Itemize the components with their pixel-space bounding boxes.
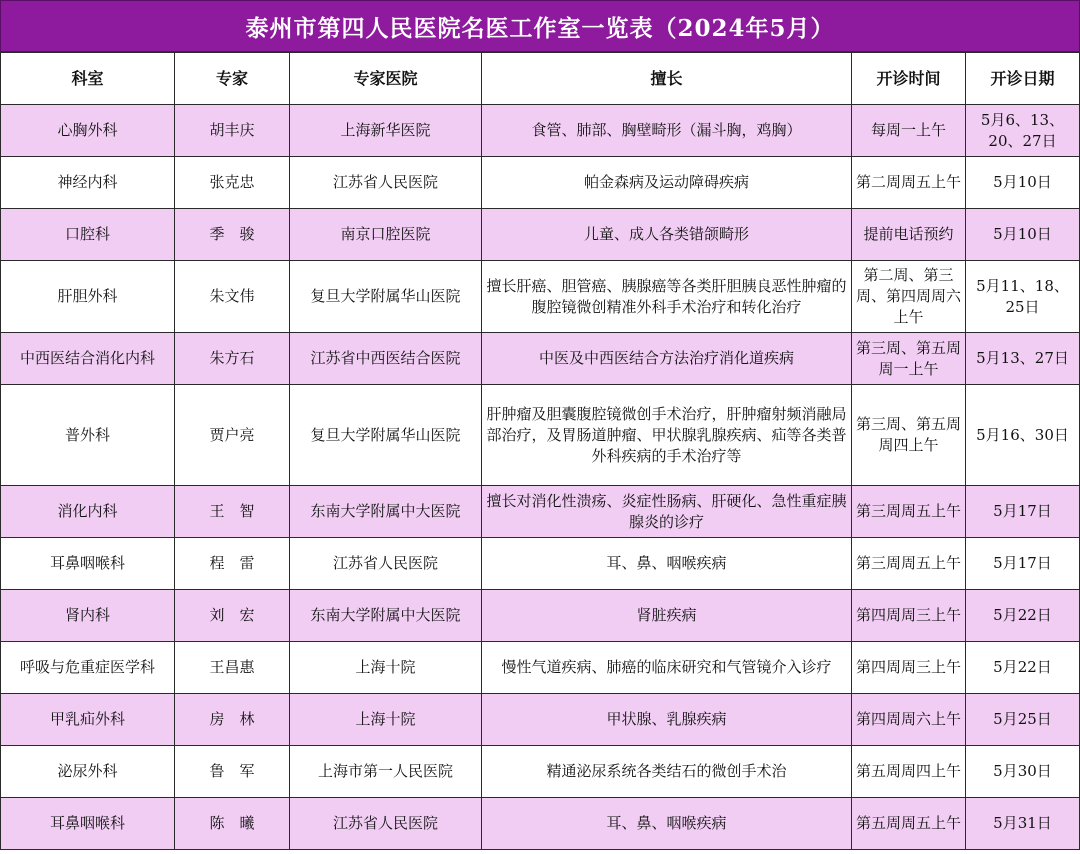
table-row — [1, 746, 1080, 798]
cell-date: 5月22日 — [966, 642, 1080, 694]
cell-date: 5月30日 — [966, 746, 1080, 798]
cell-dept: 普外科 — [1, 385, 175, 486]
cell-time: 第四周周六上午 — [852, 694, 966, 746]
table-row — [1, 261, 1080, 333]
cell-hospital: 江苏省中西医结合医院 — [290, 333, 482, 385]
cell-dept: 消化内科 — [1, 486, 175, 538]
cell-expert: 朱方石 — [175, 333, 290, 385]
header-time: 开诊时间 — [852, 53, 966, 105]
cell-time: 第五周周五上午 — [852, 798, 966, 850]
cell-expert: 贾户亮 — [175, 385, 290, 486]
doctor-table — [0, 52, 1080, 850]
cell-hospital: 江苏省人民医院 — [290, 538, 482, 590]
cell-date: 5月13、27日 — [966, 333, 1080, 385]
cell-expert: 胡丰庆 — [175, 105, 290, 157]
cell-specialty: 慢性气道疾病、肺癌的临床研究和气管镜介入诊疗 — [482, 642, 852, 694]
header-dept: 科室 — [1, 53, 175, 105]
table-row — [1, 105, 1080, 157]
cell-specialty: 甲状腺、乳腺疾病 — [482, 694, 852, 746]
cell-time: 第五周周四上午 — [852, 746, 966, 798]
cell-date: 5月6、13、20、27日 — [966, 105, 1080, 157]
cell-time: 提前电话预约 — [852, 209, 966, 261]
cell-hospital: 江苏省人民医院 — [290, 798, 482, 850]
table-row — [1, 538, 1080, 590]
cell-dept: 耳鼻咽喉科 — [1, 538, 175, 590]
cell-date: 5月31日 — [966, 798, 1080, 850]
cell-specialty: 擅长肝癌、胆管癌、胰腺癌等各类肝胆胰良恶性肿瘤的腹腔镜微创精准外科手术治疗和转化治疗 — [482, 261, 852, 333]
cell-dept: 神经内科 — [1, 157, 175, 209]
cell-specialty: 耳、鼻、咽喉疾病 — [482, 538, 852, 590]
cell-specialty: 中医及中西医结合方法治疗消化道疾病 — [482, 333, 852, 385]
cell-dept: 心胸外科 — [1, 105, 175, 157]
cell-expert: 房 林 — [175, 694, 290, 746]
cell-time: 第四周周三上午 — [852, 590, 966, 642]
cell-date: 5月17日 — [966, 538, 1080, 590]
table-row — [1, 590, 1080, 642]
cell-dept: 耳鼻咽喉科 — [1, 798, 175, 850]
cell-specialty: 食管、肺部、胸壁畸形（漏斗胸，鸡胸） — [482, 105, 852, 157]
table-row — [1, 798, 1080, 850]
cell-specialty: 肾脏疾病 — [482, 590, 852, 642]
cell-specialty: 耳、鼻、咽喉疾病 — [482, 798, 852, 850]
cell-expert: 王 智 — [175, 486, 290, 538]
cell-time: 第三周、第五周周四上午 — [852, 385, 966, 486]
cell-hospital: 东南大学附属中大医院 — [290, 590, 482, 642]
cell-hospital: 东南大学附属中大医院 — [290, 486, 482, 538]
cell-expert: 朱文伟 — [175, 261, 290, 333]
cell-hospital: 上海十院 — [290, 694, 482, 746]
cell-dept: 中西医结合消化内科 — [1, 333, 175, 385]
table-row — [1, 385, 1080, 486]
cell-expert: 季 骏 — [175, 209, 290, 261]
cell-dept: 呼吸与危重症医学科 — [1, 642, 175, 694]
cell-date: 5月10日 — [966, 209, 1080, 261]
cell-time: 第二周周五上午 — [852, 157, 966, 209]
table-row — [1, 157, 1080, 209]
cell-time: 每周一上午 — [852, 105, 966, 157]
table-row — [1, 642, 1080, 694]
cell-expert: 鲁 军 — [175, 746, 290, 798]
cell-time: 第三周、第五周周一上午 — [852, 333, 966, 385]
header-hospital: 专家医院 — [290, 53, 482, 105]
cell-hospital: 复旦大学附属华山医院 — [290, 261, 482, 333]
cell-dept: 泌尿外科 — [1, 746, 175, 798]
cell-hospital: 南京口腔医院 — [290, 209, 482, 261]
cell-date: 5月22日 — [966, 590, 1080, 642]
cell-hospital: 上海市第一人民医院 — [290, 746, 482, 798]
cell-time: 第三周周五上午 — [852, 538, 966, 590]
cell-hospital: 江苏省人民医院 — [290, 157, 482, 209]
cell-specialty: 肝肿瘤及胆囊腹腔镜微创手术治疗，肝肿瘤射频消融局部治疗，及胃肠道肿瘤、甲状腺乳腺疾病、疝等各类普外科疾病的手术治疗等 — [482, 385, 852, 486]
cell-expert: 张克忠 — [175, 157, 290, 209]
cell-date: 5月11、18、25日 — [966, 261, 1080, 333]
header-expert: 专家 — [175, 53, 290, 105]
table-row — [1, 333, 1080, 385]
cell-specialty: 擅长对消化性溃疡、炎症性肠病、肝硬化、急性重症胰腺炎的诊疗 — [482, 486, 852, 538]
cell-dept: 甲乳疝外科 — [1, 694, 175, 746]
header-specialty: 擅长 — [482, 53, 852, 105]
cell-expert: 刘 宏 — [175, 590, 290, 642]
cell-dept: 肝胆外科 — [1, 261, 175, 333]
cell-hospital: 上海新华医院 — [290, 105, 482, 157]
cell-dept: 口腔科 — [1, 209, 175, 261]
cell-hospital: 上海十院 — [290, 642, 482, 694]
cell-date: 5月16、30日 — [966, 385, 1080, 486]
cell-specialty: 帕金森病及运动障碍疾病 — [482, 157, 852, 209]
cell-expert: 陈 曦 — [175, 798, 290, 850]
header-date: 开诊日期 — [966, 53, 1080, 105]
table-row — [1, 694, 1080, 746]
header-row — [1, 53, 1080, 105]
table-row — [1, 486, 1080, 538]
cell-expert: 程 雷 — [175, 538, 290, 590]
cell-expert: 王昌惠 — [175, 642, 290, 694]
cell-hospital: 复旦大学附属华山医院 — [290, 385, 482, 486]
cell-date: 5月25日 — [966, 694, 1080, 746]
cell-dept: 肾内科 — [1, 590, 175, 642]
cell-specialty: 精通泌尿系统各类结石的微创手术治 — [482, 746, 852, 798]
cell-time: 第三周周五上午 — [852, 486, 966, 538]
cell-date: 5月17日 — [966, 486, 1080, 538]
cell-time: 第二周、第三周、第四周周六上午 — [852, 261, 966, 333]
table-title: 泰州市第四人民医院名医工作室一览表（2024年5月） — [0, 0, 1080, 52]
cell-specialty: 儿童、成人各类错颌畸形 — [482, 209, 852, 261]
cell-date: 5月10日 — [966, 157, 1080, 209]
cell-time: 第四周周三上午 — [852, 642, 966, 694]
table-row — [1, 209, 1080, 261]
